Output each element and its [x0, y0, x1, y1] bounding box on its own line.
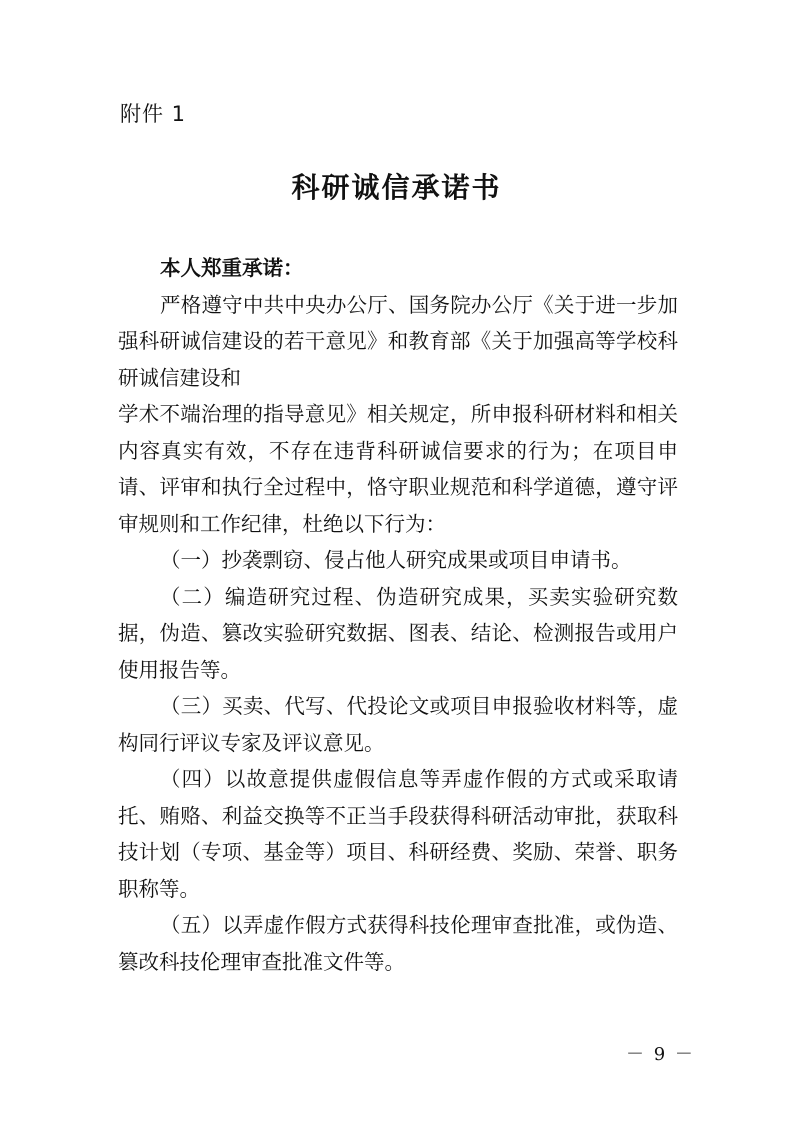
attachment-label: 附件 1 [120, 102, 187, 126]
intro-paragraph-line2: 学术不端治理的指导意见》相关规定，所申报科研材料和相关内容真实有效，不存在违背科研诚信要求的行为；在项目申请、评审和执行全过程中，恪守职业规范和科学道德，遵守评审规则和工作纪律，杜绝以下行为： [118, 402, 678, 536]
document-title: 科研诚信承诺书 [291, 171, 502, 204]
intro-paragraph-line1: 严格遵守中共中央办公厅、国务院办公厅《关于进一步加强科研诚信建设的若干意见》和教育部《关于加强高等学校科研诚信建设和 [118, 292, 678, 390]
pledge-item-2: （二）编造研究过程、伪造研究成果，买卖实验研究数据，伪造、篡改实验研究数据、图表、结论、检测报告或用户使用报告等。 [118, 584, 678, 682]
pledge-item-4: （四）以故意提供虚假信息等弄虚作假的方式或采取请托、贿赂、利益交换等不正当手段获得科研活动审批，获取科技计划（专项、基金等）项目、科研经费、奖励、荣誉、职务职称等。 [118, 767, 678, 901]
pledge-item-3: （三）买卖、代写、代投论文或项目申报验收材料等，虚构同行评议专家及评议意见。 [118, 694, 678, 755]
pledge-heading: 本人郑重承诺： [160, 256, 304, 280]
document-body [118, 250, 678, 980]
page-number: － 9 － [626, 1044, 695, 1065]
pledge-item-1: （一）抄袭剽窃、侵占他人研究成果或项目申请书。 [160, 548, 632, 572]
pledge-item-5: （五）以弄虚作假方式获得科技伦理审查批准，或伪造、篡改科技伦理审查批准文件等。 [118, 913, 678, 974]
